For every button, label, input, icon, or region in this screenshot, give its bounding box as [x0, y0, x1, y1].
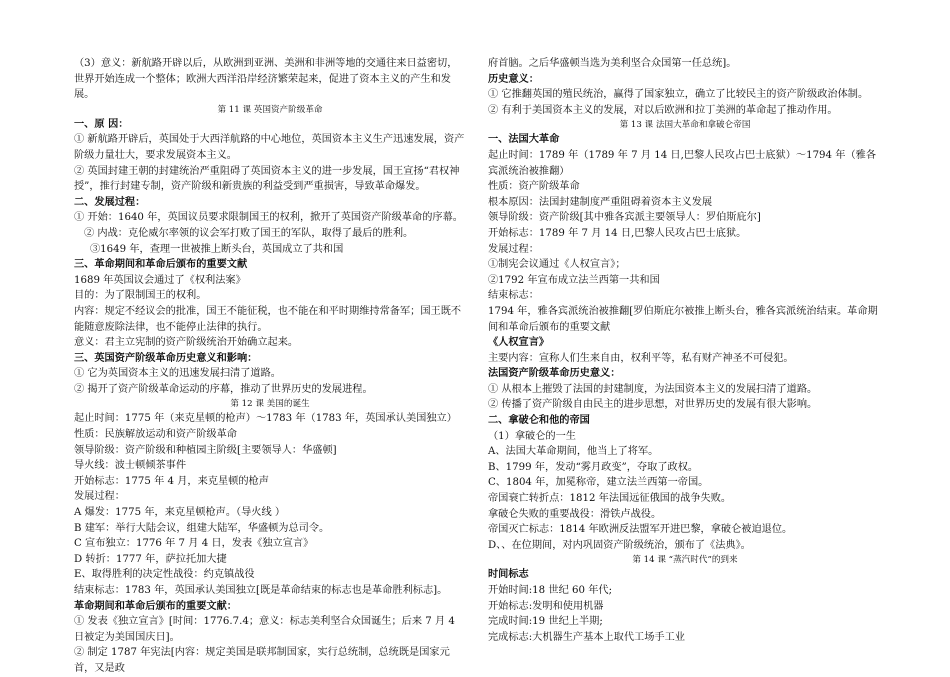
- text-line: C 宣布独立：1776 年 7 月 4 日，发表《独立宣言》: [74, 538, 314, 550]
- text-line: ①制宪会议通过《人权宣言》；: [488, 259, 626, 271]
- lesson-heading: 第 11 课 英国资产阶级革命: [217, 104, 323, 115]
- section-heading: 法国资产阶级革命历史意义：: [488, 367, 621, 380]
- text-line: ② 英国封建王朝的封建统治严重阻碍了英国资本主义的进一步发展，国王宣扬“君权神授”，推行封建专制，资产阶级和新贵族的利益受到严重损害，导致革命爆发。: [74, 165, 460, 193]
- text-line: 完成时间:19 世纪上半期;: [488, 616, 603, 628]
- text-line: ① 新航路开辟后，英国处于大西洋航路的中心地位，英国资本主义生产迅速发展，资产阶级力量壮大，要求发展资本主义。: [74, 134, 465, 161]
- text-line: ②1792 年宣布成立法兰西第一共和国: [488, 274, 660, 286]
- text-line: 开始时间:18 世纪 60 年代;: [488, 585, 613, 596]
- text-line: 开始标志：1789 年 7 月 14 日,巴黎人民攻占巴士底狱。: [488, 227, 747, 239]
- text-line: 性质：资产阶级革命: [488, 181, 580, 193]
- text-line: 领导阶级：资产阶级[其中雅各宾派主要领导人：罗伯斯庇尔]: [488, 212, 761, 224]
- text-line: 1794 年，雅各宾派统治被推翻[罗伯斯庇尔被推上断头台，雅各宾派统治结束。革命期间和革命后颁布的重要文献: [488, 305, 878, 333]
- text-line: 主要内容：宣称人们生来自由，权利平等，私有财产神圣不可侵犯。: [488, 352, 794, 364]
- text-line: 发展过程：: [488, 243, 539, 255]
- section-heading: 历史意义：: [488, 72, 539, 85]
- text-line: B 建军：举行大陆会议，组建大陆军，华盛顿为总司令。: [74, 522, 330, 534]
- text-line: 帝国衰亡转折点：1812 年法国远征俄国的战争失败。: [488, 493, 732, 505]
- lesson-heading: 第 14 课 “蒸汽时代”的到来: [632, 555, 738, 566]
- text-line: ① 开始：1640 年，英国议员要求限制国王的权利，掀开了英国资产阶级革命的序幕。: [74, 212, 463, 224]
- section-heading: 《人权宣言》: [488, 336, 550, 349]
- text-line: 开始标志：1775 年 4 月，来克星顿的枪声: [74, 475, 269, 487]
- text-line: 完成标志:大机器生产基本上取代工场手工业: [488, 631, 685, 643]
- lesson-heading: 第 13 课 法国大革命和拿破仑帝国: [619, 120, 751, 131]
- text-line: A、法国大革命期间，他当上了将军。: [488, 446, 659, 458]
- section-heading: 时间标志: [488, 568, 529, 581]
- left-column: [74, 56, 466, 677]
- text-line: 意义：君主立宪制的资产阶级统治开始确立起来。: [74, 337, 299, 349]
- text-line: D、、在位期间，对内巩固资产阶级统治，颁布了《法典》。: [488, 539, 751, 551]
- text-line: 根本原因：法国封建制度严重阻碍着资本主义发展: [488, 196, 713, 208]
- text-line: （3）意义：新航路开辟以后，从欧洲到亚洲、美洲和非洲等地的交通往来日益密切，世界开始连成一个整体；欧洲大西洋沿岸经济繁荣起来，促进了资本主义的产生和发展。: [74, 58, 458, 101]
- section-heading: 一、法国大革命: [488, 133, 560, 146]
- text-line: 结束标志：1783 年，英国承认美国独立[既是革命结束的标志也是革命胜利标志]。: [74, 585, 448, 596]
- text-line: 领导阶级：资产阶级和种植园主阶级[主要领导人：华盛顿]: [74, 444, 337, 456]
- text-line: ② 制定 1787 年宪法[内容：规定美国是联邦制国家，实行总统制，总统既是国家元首，又是政: [74, 647, 450, 674]
- text-line: A 爆发：1775 年，来克星顿枪声。（导火线 ）: [74, 507, 286, 519]
- text-line: ② 有利于美国资本主义的发展，对以后欧洲和拉丁美洲的革命起了推动作用。: [488, 104, 838, 116]
- text-line: 拿破仑失败的重要战役：滑铁卢战役。: [488, 508, 662, 520]
- text-line: 起止时间：1789 年（1789 年 7 月 14 日,巴黎人民攻占巴士底狱）～1794 年（雅各宾派统治被推翻）: [488, 149, 877, 177]
- text-line: 发展过程：: [74, 491, 125, 503]
- section-heading: 革命期间和革命后颁布的重要文献：: [74, 599, 237, 612]
- text-line: B、1799 年，发动“雾月政变”，夺取了政权。: [488, 461, 699, 473]
- text-line: （1）拿破仑的一生: [488, 430, 576, 442]
- text-line: ① 它推翻英国的殖民统治，赢得了国家独立，确立了比较民主的资产阶级政治体制。: [488, 89, 869, 101]
- text-line: D 转折：1777 年，萨拉托加大捷: [74, 553, 227, 565]
- text-line: ③1649 年，查理一世被推上断头台，英国成立了共和国: [90, 243, 344, 255]
- text-line: ② 揭开了资产阶级革命运动的序幕，推动了世界历史的发展进程。: [74, 383, 373, 395]
- text-line: 结束标志：: [488, 290, 539, 302]
- text-line: 1689 年英国议会通过了《权利法案》: [74, 274, 246, 286]
- lesson-heading: 第 12 课 美国的诞生: [230, 399, 310, 410]
- text-line: C、1804 年，加冕称帝，建立法兰西第一帝国。: [488, 477, 709, 489]
- text-line: 内容：规定不经议会的批准，国王不能征税，也不能在和平时期维持常备军；国王既不能随意废除法律，也不能停止法律的执行。: [74, 305, 462, 333]
- text-line: E、取得胜利的决定性战役：约克镇战役: [74, 569, 255, 581]
- text-line: ① 从根本上摧毁了法国的封建制度，为法国资本主义的发展扫清了道路。: [488, 383, 818, 395]
- section-heading: 三、革命期间和革命后颁布的重要文献: [74, 258, 248, 271]
- text-line: 性质：民族解放运动和资产阶级革命: [74, 429, 237, 441]
- text-line: ② 传播了资产阶级自由民主的进步思想，对世界历史的发展有很大影响。: [488, 399, 818, 411]
- section-heading: 一、原 因：: [74, 117, 129, 130]
- right-column: [488, 56, 882, 645]
- text-line: 帝国灭亡标志：1814 年欧洲反法盟军开进巴黎，拿破仑被迫退位。: [488, 524, 793, 536]
- text-line: ① 发表《独立宣言》[时间：1776.7.4；意义：标志美利坚合众国诞生；后来 7 月 4 日被定为美国国庆日]。: [74, 616, 455, 643]
- text-line: 起止时间：1775 年（来克星顿的枪声）～1783 年（1783 年，英国承认美国独立）: [74, 413, 457, 425]
- text-line: 导火线：波士顿倾茶事件: [74, 460, 187, 472]
- text-line: ② 内战：克伦威尔率领的议会军打败了国王的军队，取得了最后的胜利。: [84, 227, 414, 239]
- text-line: 目的：为了限制国王的权利。: [74, 290, 207, 302]
- text-line: 开始标志:发明和使用机器: [488, 600, 604, 612]
- text-line: ① 它为英国资本主义的迅速发展扫清了道路。: [74, 368, 281, 380]
- text-line: 府首脑。之后华盛顿当选为美利坚合众国第一任总统]。: [488, 58, 737, 69]
- section-heading: 二、发展过程：: [74, 195, 146, 208]
- section-heading: 二、拿破仑和他的帝国: [488, 414, 590, 427]
- section-heading: 三、英国资产阶级革命历史意义和影响：: [74, 351, 258, 364]
